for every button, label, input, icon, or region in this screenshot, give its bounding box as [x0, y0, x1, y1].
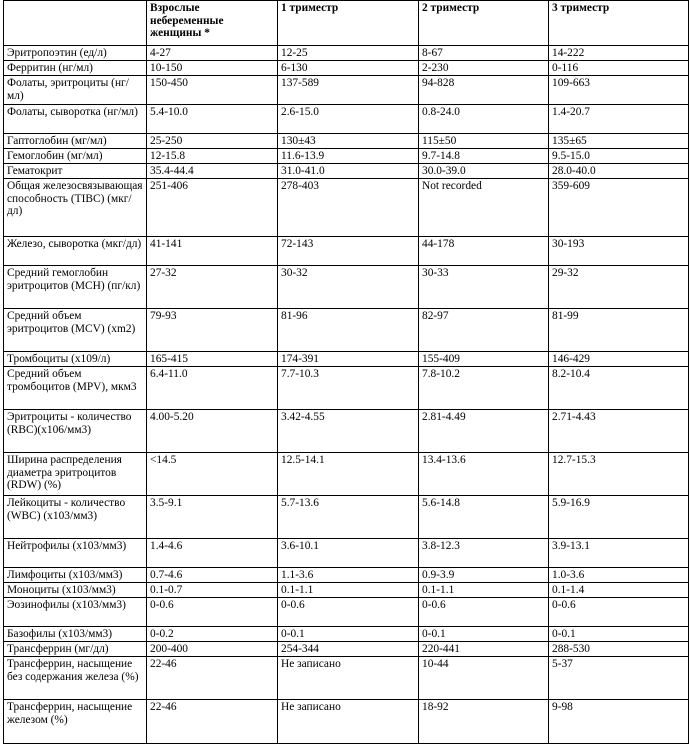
reference-value-cell: 0.1-1.1: [419, 583, 549, 598]
reference-value-cell: 4-27: [147, 46, 278, 61]
reference-value-cell: 0.1-0.7: [147, 583, 278, 598]
reference-value-cell: Не записано: [278, 700, 419, 744]
reference-value-cell: 288-530: [549, 642, 689, 657]
table-row: [4, 237, 689, 266]
parameter-name-cell: Моноциты (x103/мм3): [4, 583, 147, 598]
parameter-name-cell: Фолаты, эритроциты (нг/мл): [4, 76, 147, 105]
table-row: [4, 583, 689, 598]
table-row: [4, 568, 689, 583]
reference-value-cell: 22-46: [147, 657, 278, 700]
table-row: [4, 700, 689, 744]
reference-value-cell: 1.4-4.6: [147, 539, 278, 568]
table-row: [4, 453, 689, 496]
reference-value-cell: 0-116: [549, 61, 689, 76]
parameter-name-cell: Средний гемоглобин эритроцитов (MCH) (пг/кл): [4, 266, 147, 309]
reference-value-cell: 0.1-1.4: [549, 583, 689, 598]
reference-value-cell: 7.7-10.3: [278, 367, 419, 410]
table-row: [4, 627, 689, 642]
reference-value-cell: 115±50: [419, 134, 549, 149]
column-header-0: [4, 1, 147, 46]
reference-value-cell: 220-441: [419, 642, 549, 657]
column-header-4: 3 триместр: [549, 1, 689, 46]
table-row: [4, 61, 689, 76]
reference-value-cell: 72-143: [278, 237, 419, 266]
reference-value-cell: 150-450: [147, 76, 278, 105]
reference-value-cell: 0-0.1: [419, 627, 549, 642]
reference-value-cell: Not recorded: [419, 179, 549, 237]
parameter-name-cell: Эритроциты - количество (RBC)(x106/мм3): [4, 410, 147, 453]
reference-value-cell: 5.6-14.8: [419, 496, 549, 539]
reference-value-cell: 0-0.6: [278, 598, 419, 627]
table-header: [4, 1, 689, 46]
reference-value-cell: 135±65: [549, 134, 689, 149]
reference-value-cell: 5.4-10.0: [147, 105, 278, 134]
reference-value-cell: 4.00-5.20: [147, 410, 278, 453]
column-header-3: 2 триместр: [419, 1, 549, 46]
reference-value-cell: 5.9-16.9: [549, 496, 689, 539]
reference-value-cell: 44-178: [419, 237, 549, 266]
reference-value-cell: Не записано: [278, 657, 419, 700]
reference-value-cell: 165-415: [147, 352, 278, 367]
reference-value-cell: 0-0.1: [278, 627, 419, 642]
header-row: [4, 1, 689, 46]
table-row: [4, 642, 689, 657]
parameter-name-cell: Ферритин (нг/мл): [4, 61, 147, 76]
reference-value-cell: 130±43: [278, 134, 419, 149]
parameter-name-cell: Ширина распределения диаметра эритроцитов (RDW) (%): [4, 453, 147, 496]
reference-value-cell: 0-0.1: [549, 627, 689, 642]
reference-value-cell: 0-0.6: [549, 598, 689, 627]
table-row: [4, 657, 689, 700]
parameter-name-cell: Общая железосвязывающая способность (TIBC) (мкг/дл): [4, 179, 147, 237]
reference-value-cell: 94-828: [419, 76, 549, 105]
reference-value-cell: 6-130: [278, 61, 419, 76]
reference-value-cell: 3.5-9.1: [147, 496, 278, 539]
reference-value-cell: 35.4-44.4: [147, 164, 278, 179]
reference-value-cell: 251-406: [147, 179, 278, 237]
reference-value-cell: 13.4-13.6: [419, 453, 549, 496]
reference-value-cell: 9.5-15.0: [549, 149, 689, 164]
reference-value-cell: 81-99: [549, 309, 689, 352]
table-row: [4, 266, 689, 309]
parameter-name-cell: Гаптоглобин (мг/мл): [4, 134, 147, 149]
parameter-name-cell: Трансферрин, насыщение железом (%): [4, 700, 147, 744]
parameter-name-cell: Эритропоэтин (ед/л): [4, 46, 147, 61]
parameter-name-cell: Эозинофилы (x103/мм3): [4, 598, 147, 627]
reference-value-cell: 30-193: [549, 237, 689, 266]
parameter-name-cell: Гематокрит: [4, 164, 147, 179]
reference-value-cell: 12.5-14.1: [278, 453, 419, 496]
reference-value-cell: <14.5: [147, 453, 278, 496]
reference-value-cell: 0.7-4.6: [147, 568, 278, 583]
column-header-1: Взрослые небеременные женщины *: [147, 1, 278, 46]
reference-value-cell: 3.42-4.55: [278, 410, 419, 453]
table-row: [4, 598, 689, 627]
parameter-name-cell: Средний объем тромбоцитов (MPV), мкм3: [4, 367, 147, 410]
reference-value-cell: 0-0.6: [147, 598, 278, 627]
reference-value-cell: 27-32: [147, 266, 278, 309]
reference-value-cell: 2.71-4.43: [549, 410, 689, 453]
reference-value-cell: 5.7-13.6: [278, 496, 419, 539]
reference-value-cell: 10-150: [147, 61, 278, 76]
reference-value-cell: 137-589: [278, 76, 419, 105]
reference-value-cell: 3.6-10.1: [278, 539, 419, 568]
reference-value-cell: 278-403: [278, 179, 419, 237]
reference-value-cell: 8-67: [419, 46, 549, 61]
reference-value-cell: 2-230: [419, 61, 549, 76]
reference-value-cell: 41-141: [147, 237, 278, 266]
reference-value-cell: 109-663: [549, 76, 689, 105]
reference-value-cell: 31.0-41.0: [278, 164, 419, 179]
reference-value-cell: 12-25: [278, 46, 419, 61]
table-row: [4, 539, 689, 568]
table-row: [4, 164, 689, 179]
reference-value-cell: 3.9-13.1: [549, 539, 689, 568]
reference-value-cell: 155-409: [419, 352, 549, 367]
reference-value-cell: 0-0.2: [147, 627, 278, 642]
reference-value-cell: 28.0-40.0: [549, 164, 689, 179]
table-row: [4, 134, 689, 149]
reference-value-cell: 18-92: [419, 700, 549, 744]
reference-value-cell: 29-32: [549, 266, 689, 309]
table-row: [4, 76, 689, 105]
reference-value-cell: 9-98: [549, 700, 689, 744]
reference-value-cell: 2.6-15.0: [278, 105, 419, 134]
parameter-name-cell: Лейкоциты - количество (WBC) (x103/мм3): [4, 496, 147, 539]
parameter-name-cell: Средний объем эритроцитов (MCV) (хm2): [4, 309, 147, 352]
reference-value-cell: 11.6-13.9: [278, 149, 419, 164]
parameter-name-cell: Лимфоциты (x103/мм3): [4, 568, 147, 583]
parameter-name-cell: Трансферрин, насыщение без содержания железа (%): [4, 657, 147, 700]
parameter-name-cell: Железо, сыворотка (мкг/дл): [4, 237, 147, 266]
reference-value-cell: 81-96: [278, 309, 419, 352]
table-row: [4, 352, 689, 367]
parameter-name-cell: Нейтрофилы (x103/мм3): [4, 539, 147, 568]
table-row: [4, 496, 689, 539]
reference-value-cell: 5-37: [549, 657, 689, 700]
reference-value-cell: 359-609: [549, 179, 689, 237]
reference-value-cell: 12-15.8: [147, 149, 278, 164]
reference-value-cell: 12.7-15.3: [549, 453, 689, 496]
table-row: [4, 309, 689, 352]
reference-value-cell: 174-391: [278, 352, 419, 367]
reference-value-cell: 79-93: [147, 309, 278, 352]
parameter-name-cell: Трансферрин (мг/дл): [4, 642, 147, 657]
reference-value-cell: 3.8-12.3: [419, 539, 549, 568]
reference-value-cell: 254-344: [278, 642, 419, 657]
reference-value-cell: 9.7-14.8: [419, 149, 549, 164]
reference-value-cell: 1.4-20.7: [549, 105, 689, 134]
reference-value-cell: 30-32: [278, 266, 419, 309]
reference-value-cell: 30.0-39.0: [419, 164, 549, 179]
parameter-name-cell: Фолаты, сыворотка (нг/мл): [4, 105, 147, 134]
parameter-name-cell: Базофилы (x103/мм3): [4, 627, 147, 642]
table-row: [4, 105, 689, 134]
reference-value-cell: 0.9-3.9: [419, 568, 549, 583]
reference-value-cell: 8.2-10.4: [549, 367, 689, 410]
reference-value-cell: 200-400: [147, 642, 278, 657]
column-header-2: 1 триместр: [278, 1, 419, 46]
table-row: [4, 149, 689, 164]
table-row: [4, 410, 689, 453]
table-row: [4, 179, 689, 237]
reference-value-cell: 0.8-24.0: [419, 105, 549, 134]
reference-value-cell: 14-222: [549, 46, 689, 61]
table-row: [4, 367, 689, 410]
parameter-name-cell: Гемоглобин (мг/мл): [4, 149, 147, 164]
reference-value-cell: 6.4-11.0: [147, 367, 278, 410]
reference-value-cell: 82-97: [419, 309, 549, 352]
table-body: [4, 46, 689, 744]
reference-value-cell: 7.8-10.2: [419, 367, 549, 410]
reference-value-cell: 22-46: [147, 700, 278, 744]
reference-value-cell: 1.1-3.6: [278, 568, 419, 583]
reference-value-cell: 1.0-3.6: [549, 568, 689, 583]
reference-value-cell: 2.81-4.49: [419, 410, 549, 453]
reference-value-cell: 10-44: [419, 657, 549, 700]
reference-value-cell: 25-250: [147, 134, 278, 149]
parameter-name-cell: Тромбоциты (x109/л): [4, 352, 147, 367]
reference-value-cell: 0.1-1.1: [278, 583, 419, 598]
reference-values-table: [3, 0, 689, 744]
table-row: [4, 46, 689, 61]
reference-value-cell: 146-429: [549, 352, 689, 367]
reference-value-cell: 0-0.6: [419, 598, 549, 627]
reference-value-cell: 30-33: [419, 266, 549, 309]
